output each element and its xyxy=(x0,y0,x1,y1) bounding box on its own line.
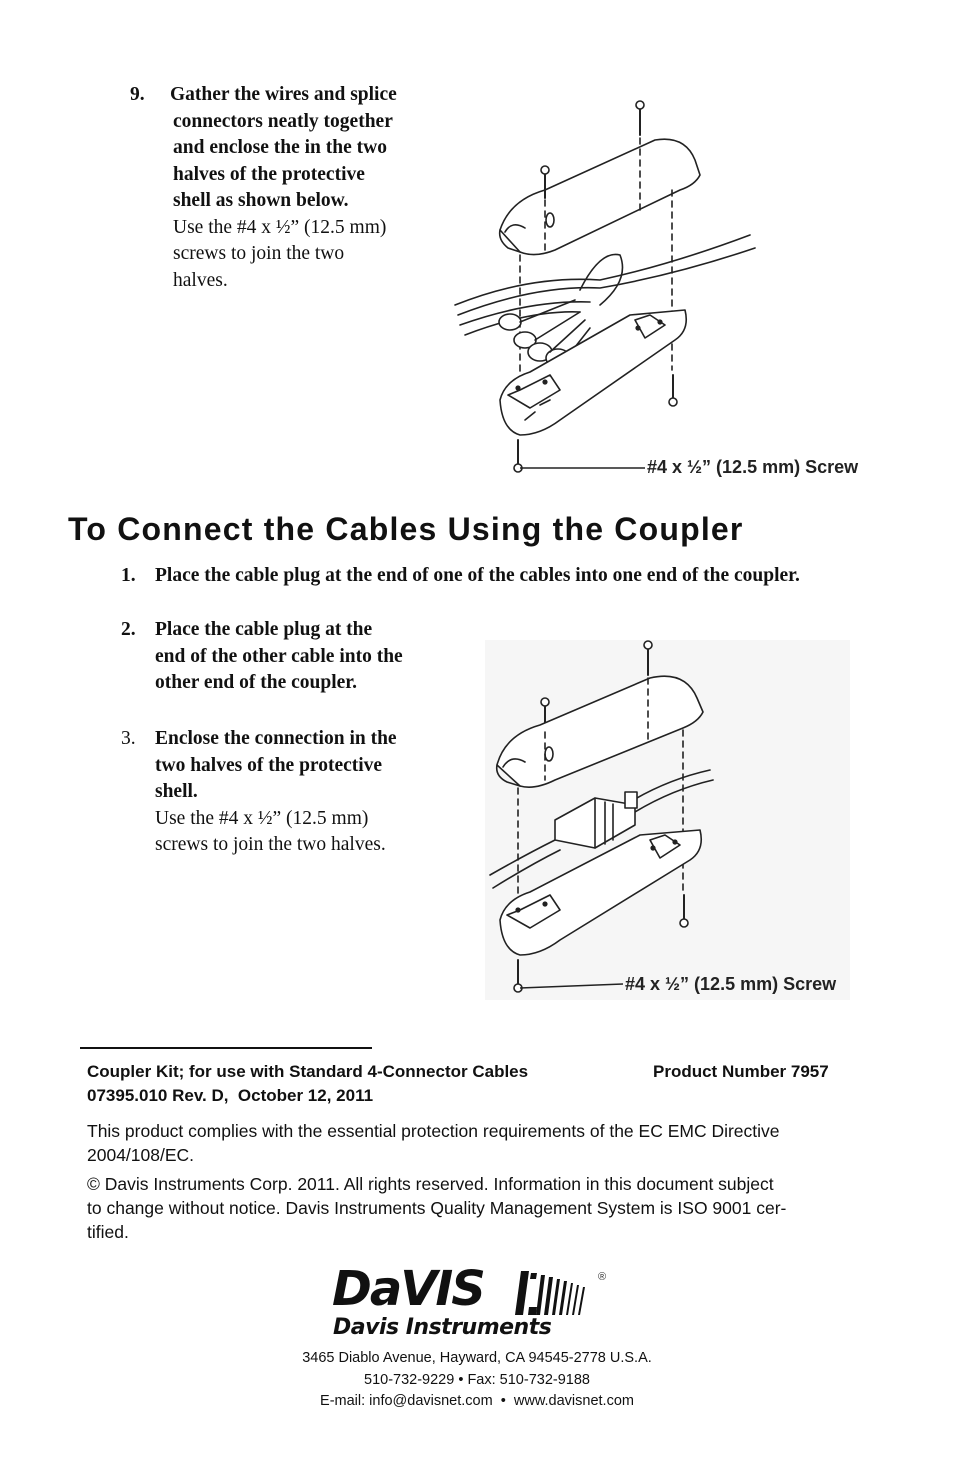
section-title: To Connect the Cables Using the Coupler xyxy=(68,511,744,547)
step-text-bold: Enclose the connection in the xyxy=(155,728,397,749)
step-text-bold: connectors neatly together xyxy=(173,110,393,132)
footer-divider xyxy=(80,1047,372,1049)
company-phone-fax: 510-732-9229 • Fax: 510-732-9188 xyxy=(364,1372,590,1388)
step-text: screws to join the two halves. xyxy=(155,834,386,855)
logo-mark-icon xyxy=(515,1271,595,1321)
step-3 xyxy=(121,726,441,861)
shell-illustration-1 xyxy=(450,90,880,490)
step-text-bold: other end of the coupler. xyxy=(155,672,358,693)
copyright-line: tified. xyxy=(87,1222,129,1242)
company-address: 3465 Diablo Avenue, Hayward, CA 94545-2778 U.S.A. xyxy=(302,1350,652,1366)
shell-illustration-2 xyxy=(485,630,875,1010)
copyright-statement xyxy=(87,1172,877,1244)
product-name: Coupler Kit; for use with Standard 4-Connector Cables xyxy=(87,1062,529,1081)
step-text-bold: Gather the wires and splice xyxy=(170,84,397,105)
step-text-bold: halves of the protective xyxy=(173,163,365,185)
step-text-bold: shell as shown below. xyxy=(173,190,349,211)
step-2 xyxy=(121,617,441,697)
step-text: Use the #4 x ½” (12.5 mm) xyxy=(155,807,369,829)
step-number: 2. xyxy=(121,619,136,640)
step-text-bold: and enclose the in the two xyxy=(173,137,387,158)
compliance-line: This product complies with the essential protection requirements of the EC EMC Directive xyxy=(87,1121,780,1141)
step-number: 1. xyxy=(121,565,136,586)
step-9 xyxy=(130,82,430,297)
screw-callout: #4 x ½” (12.5 mm) Screw xyxy=(625,974,837,994)
company-email-web: E-mail: info@davisnet.com • www.davisnet.com xyxy=(320,1393,634,1409)
figure-coupler-shell xyxy=(485,630,875,1010)
copyright-line: © Davis Instruments Corp. 2011. All rights reserved. Information in this document subject xyxy=(87,1174,774,1194)
step-text: halves. xyxy=(173,269,228,291)
step-text: Use the #4 x ½” (12.5 mm) xyxy=(173,216,387,238)
logo-company-name: Davis Instruments xyxy=(333,1315,552,1340)
registered-mark: ® xyxy=(598,1271,607,1283)
step-text: screws to join the two xyxy=(173,243,345,264)
davis-logo xyxy=(330,1261,620,1345)
step-number: 3. xyxy=(121,728,136,749)
product-number: Product Number 7957 xyxy=(653,1062,829,1081)
step-text-bold: two halves of the protective xyxy=(155,754,383,776)
document-revision: 07395.010 Rev. D, October 12, 2011 xyxy=(87,1086,374,1105)
compliance-line: 2004/108/EC. xyxy=(87,1145,195,1165)
step-1 xyxy=(121,563,901,590)
screw-callout: #4 x ½” (12.5 mm) Screw xyxy=(647,457,859,477)
step-text-bold: shell. xyxy=(155,781,198,802)
compliance-statement xyxy=(87,1119,877,1167)
step-number: 9. xyxy=(130,84,145,105)
step-text-bold: end of the other cable into the xyxy=(155,645,403,667)
step-text-bold: Place the cable plug at the end of one of the cables into one end of the coupler. xyxy=(155,565,800,586)
copyright-line: to change without notice. Davis Instruments Quality Management System is ISO 9001 cer- xyxy=(87,1198,787,1218)
step-text-bold: Place the cable plug at the xyxy=(155,619,373,640)
logo-wordmark: DaVIS xyxy=(332,1261,484,1317)
figure-splice-shell xyxy=(450,90,880,490)
